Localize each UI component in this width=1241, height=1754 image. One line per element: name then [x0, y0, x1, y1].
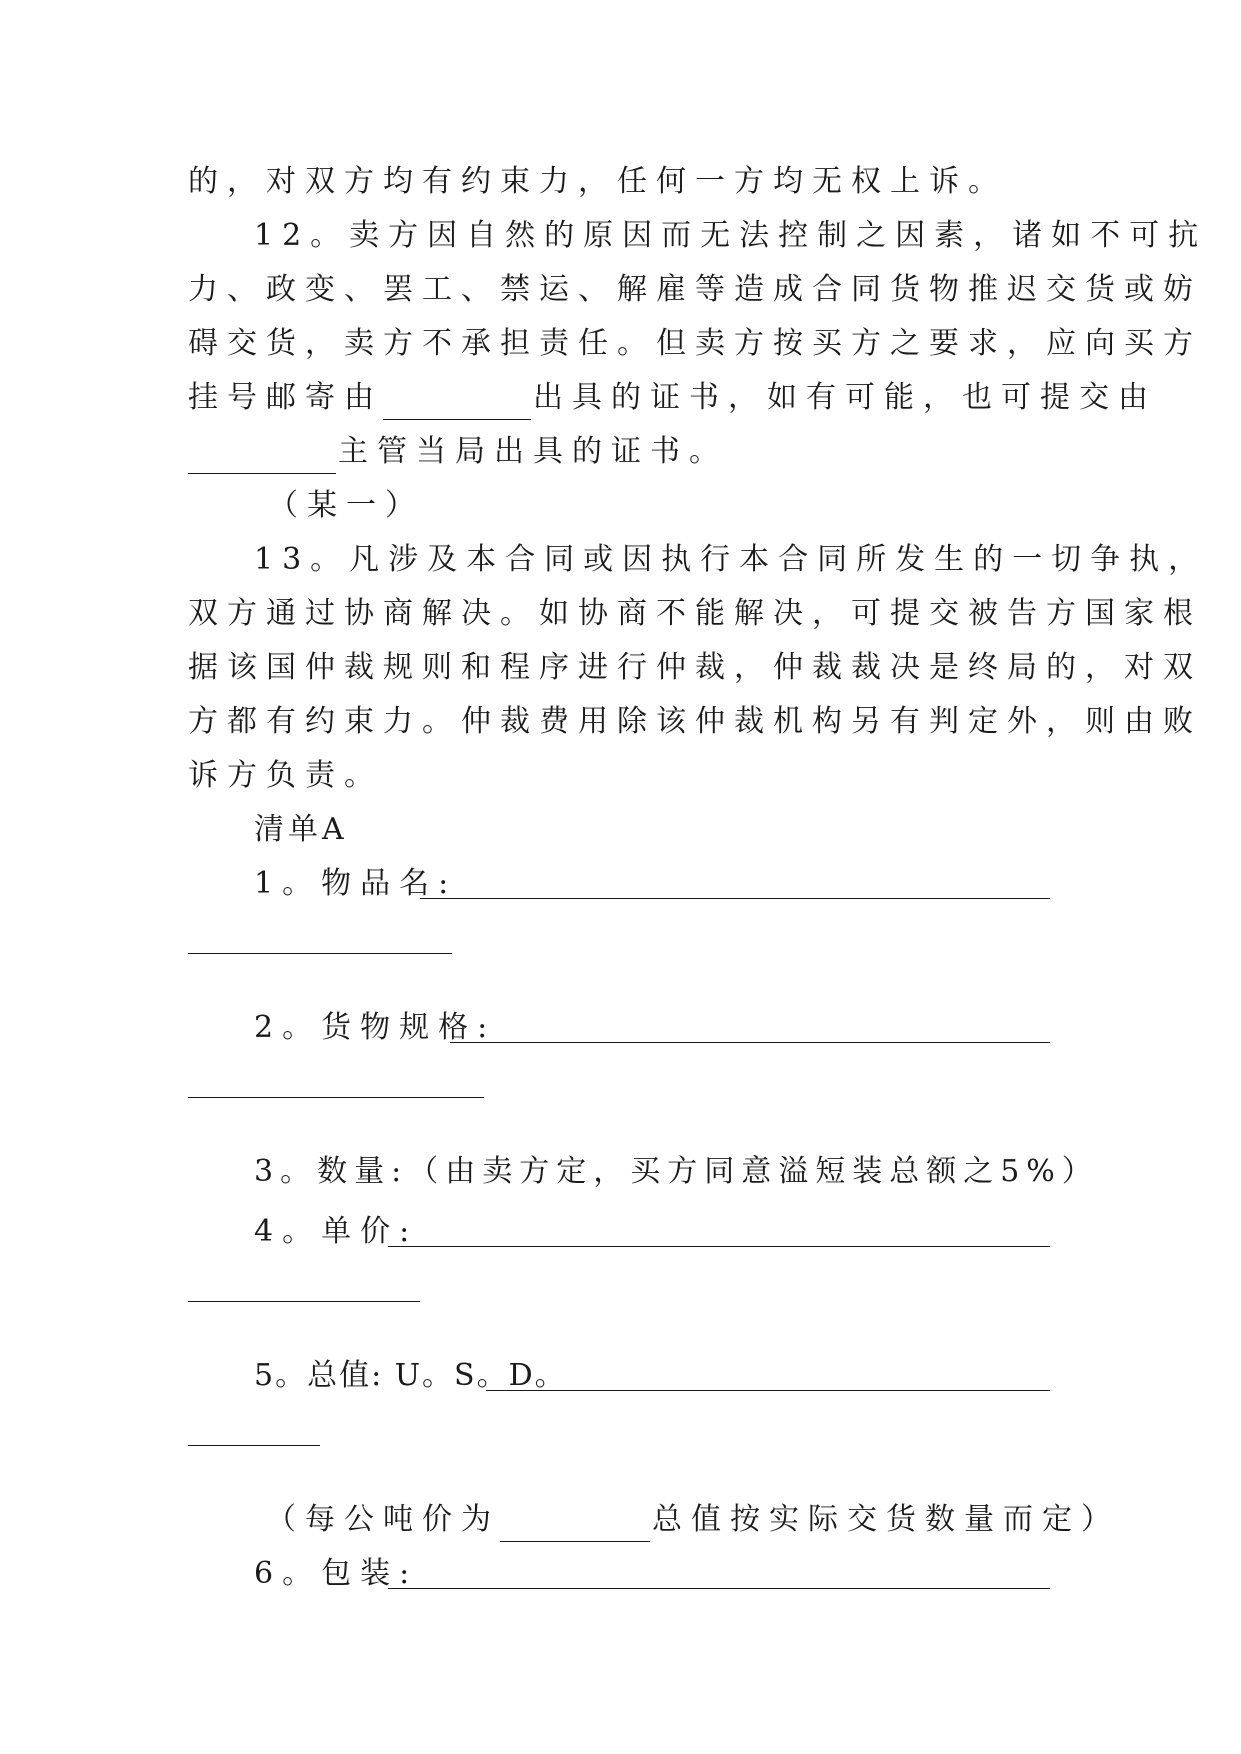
clause-13-line-3: 据该国仲裁规则和程序进行仲裁，仲裁裁决是终局的，对双 [188, 650, 1202, 685]
issuer-blank[interactable] [383, 383, 531, 420]
total-value-label: 5。总值: U。S。D。 [254, 1358, 567, 1393]
option-label: （某一） [268, 488, 424, 523]
per-ton-before: （每公吨价为 [266, 1502, 500, 1537]
packing-blank[interactable] [388, 1588, 1050, 1589]
clause-12-line-4-after: 出具的证书，如有可能，也可提交由 [533, 380, 1157, 415]
unit-price-blank-continued[interactable] [188, 1301, 420, 1302]
clause-12-line-3: 碍交货，卖方不承担责任。但卖方按买方之要求，应向买方 [188, 326, 1202, 361]
clause-12-line-5-after: 主管当局出具的证书。 [338, 434, 728, 469]
clause-12-line-2: 力、政变、罢工、禁运、解雇等造成合同货物推迟交货或妨 [188, 272, 1202, 307]
paragraph-11-tail: 的，对双方均有约束力，任何一方均无权上诉。 [188, 164, 1007, 199]
total-value-blank-continued[interactable] [188, 1445, 320, 1446]
item-name-blank[interactable] [420, 898, 1050, 899]
list-title: 清单A [254, 812, 348, 847]
spec-blank-continued[interactable] [188, 1097, 484, 1098]
unit-price-blank[interactable] [388, 1246, 1050, 1247]
clause-12-line-4-before: 挂号邮寄由 [188, 380, 383, 415]
clause-13-line-5: 诉方负责。 [188, 758, 383, 793]
clause-12-line-1: 12。卖方因自然的原因而无法控制之因素，诸如不可抗 [254, 218, 1208, 253]
clause-13-line-2: 双方通过协商解决。如协商不能解决，可提交被告方国家根 [188, 596, 1202, 631]
spec-blank[interactable] [450, 1042, 1050, 1043]
clause-12-line-5 [188, 430, 728, 474]
total-value-blank[interactable] [486, 1390, 1050, 1391]
clause-13-line-1: 13。凡涉及本合同或因执行本合同所发生的一切争执， [254, 542, 1208, 577]
clause-12-line-4 [188, 376, 1157, 420]
authority-blank[interactable] [188, 437, 336, 474]
per-ton-price-blank[interactable] [500, 1505, 650, 1542]
quantity-text: 3。数量:（由卖方定，买方同意溢短装总额之5%） [254, 1154, 1099, 1189]
item-name-blank-continued[interactable] [188, 953, 452, 954]
per-ton-after: 总值按实际交货数量而定） [652, 1502, 1120, 1537]
spec-label: 2。货物规格: [254, 1010, 497, 1045]
packing-label: 6。包装: [254, 1556, 419, 1591]
clause-13-line-4: 方都有约束力。仲裁费用除该仲裁机构另有判定外，则由败 [188, 704, 1202, 739]
unit-price-label: 4。单价: [254, 1214, 419, 1249]
per-ton-note [266, 1498, 1120, 1542]
item-name-label: 1。物品名: [254, 866, 458, 901]
